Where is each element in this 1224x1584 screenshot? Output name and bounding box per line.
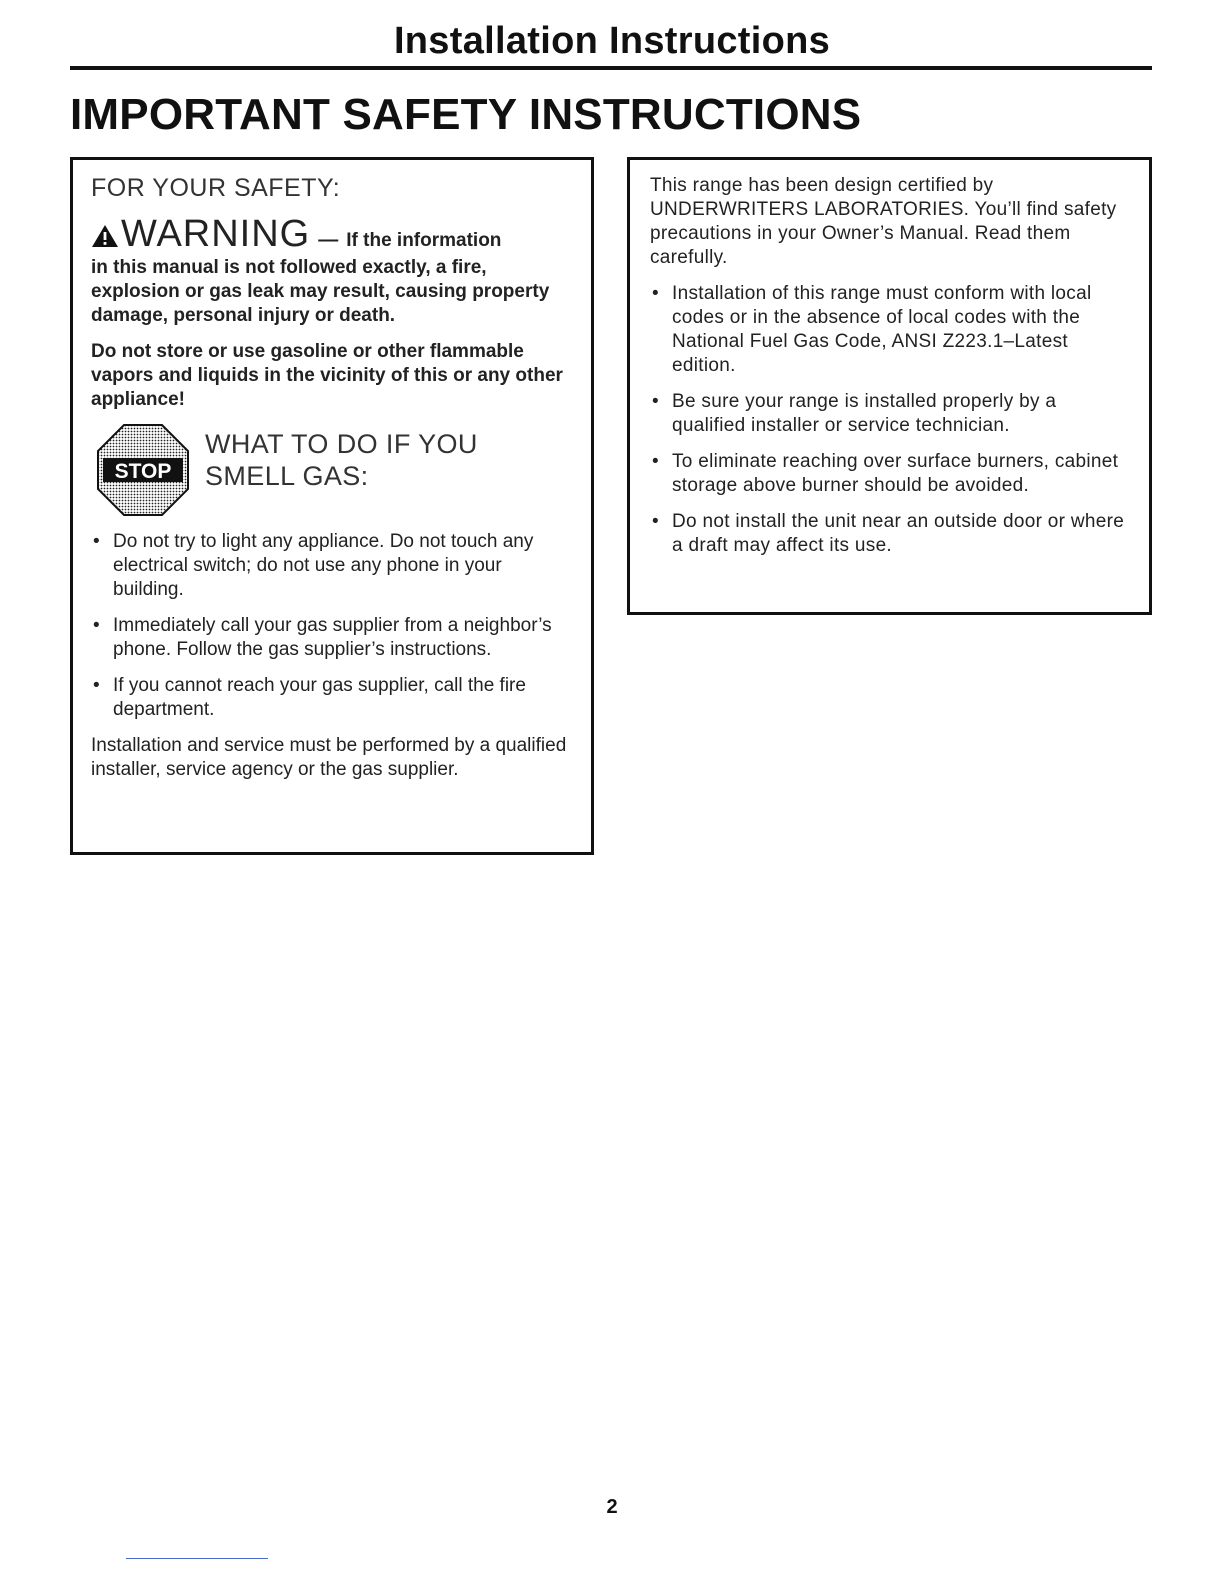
- list-item: • Immediately call your gas supplier from a neighbor’s phone. Follow the gas supplier’s instructions.: [93, 615, 552, 660]
- smell-gas-section-header: [91, 424, 575, 516]
- smell-gas-heading-line2: SMELL GAS:: [205, 461, 369, 491]
- smell-gas-list: [91, 530, 575, 722]
- certification-box: [627, 157, 1152, 615]
- page-number: 2: [606, 1496, 618, 1518]
- list-item: • To eliminate reaching over surface burners, cabinet storage above burner should be avoided.: [652, 451, 1119, 496]
- gasoline-warning: Do not store or use gasoline or other flammable vapors and liquids in the vicinity of this or any other appliance!: [91, 341, 563, 410]
- header-divider: [70, 66, 1152, 70]
- safety-heading: FOR YOUR SAFETY:: [91, 174, 341, 202]
- safety-warning-box: [70, 157, 594, 855]
- stop-label: STOP: [114, 460, 172, 483]
- main-title: IMPORTANT SAFETY INSTRUCTIONS: [70, 90, 862, 139]
- warning-first-line: If the information: [346, 230, 502, 251]
- warning-body: in this manual is not followed exactly, a fire, explosion or gas leak may result, causing property damage, personal injury or death.: [91, 257, 550, 326]
- warning-word: WARNING: [121, 213, 311, 255]
- list-item: • Installation of this range must conform with local codes or in the absence of local codes with the National Fuel Gas Code, ANSI Z223.1–Latest edition.: [652, 283, 1092, 376]
- bullet-dot-icon: •: [652, 451, 659, 472]
- page-header-title: Installation Instructions: [393, 20, 831, 62]
- smell-gas-heading-line1: WHAT TO DO IF YOU: [205, 429, 478, 459]
- installation-list: [650, 282, 1131, 558]
- bullet-dot-icon: •: [652, 511, 659, 532]
- bullet-dot-icon: •: [93, 531, 100, 552]
- bottom-link-underline: [126, 1558, 268, 1559]
- service-note: Installation and service must be performed by a qualified installer, service agency or the gas supplier.: [91, 735, 567, 780]
- stop-sign-icon: [97, 424, 189, 516]
- warning-triangle-icon: [91, 224, 119, 248]
- warning-dash: —: [318, 229, 339, 251]
- list-item: • Do not install the unit near an outside door or where a draft may affect its use.: [652, 511, 1125, 556]
- bullet-dot-icon: •: [652, 283, 659, 304]
- certification-intro: This range has been design certified by UNDERWRITERS LABORATORIES. You’ll find safety precautions in your Owner’s Manual. Read them carefully.: [650, 175, 1117, 268]
- smell-gas-heading: [205, 428, 478, 492]
- list-item: • Be sure your range is installed properly by a qualified installer or service technician.: [652, 391, 1057, 436]
- warning-line: [91, 213, 575, 256]
- list-item: • If you cannot reach your gas supplier, call the fire department.: [93, 675, 526, 720]
- bullet-dot-icon: •: [93, 615, 100, 636]
- list-item: • Do not try to light any appliance. Do not touch any electrical switch; do not use any phone in your building.: [93, 531, 534, 600]
- bullet-dot-icon: •: [93, 675, 100, 696]
- bullet-dot-icon: •: [652, 391, 659, 412]
